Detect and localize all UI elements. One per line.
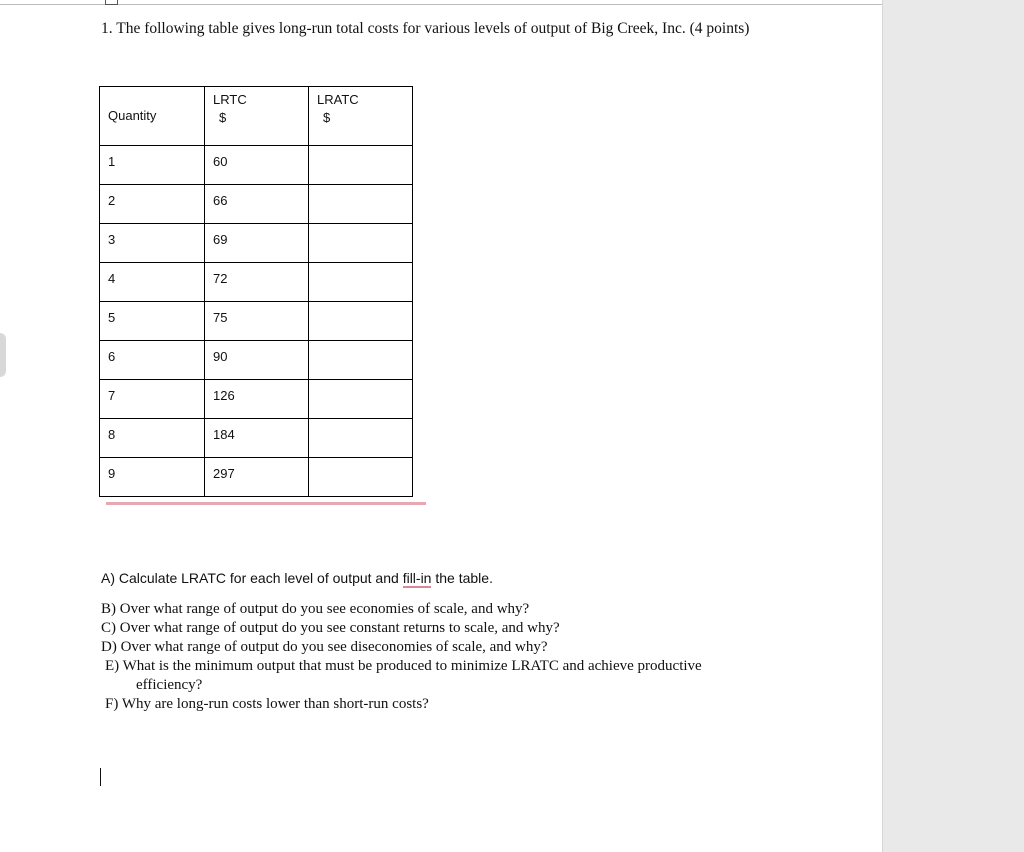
quantity-cell: 7 bbox=[108, 388, 116, 403]
table-row bbox=[100, 341, 413, 380]
header-lrtc: LRTC bbox=[213, 92, 247, 107]
lratc-input-cell[interactable] bbox=[309, 185, 413, 224]
header-lratc-cell bbox=[309, 87, 413, 146]
question-e: E) What is the minimum output that must be produced to minimize LRATC and achieve productive bbox=[105, 658, 702, 674]
header-lrtc-unit: $ bbox=[219, 110, 227, 125]
table-row bbox=[100, 263, 413, 302]
lratc-input-cell[interactable] bbox=[309, 341, 413, 380]
lrtc-cell: 75 bbox=[213, 310, 228, 325]
question-a: A) Calculate LRATC for each level of output and fill-in the table. bbox=[101, 570, 493, 586]
header-lratc-unit: $ bbox=[323, 110, 331, 125]
cost-table bbox=[99, 86, 413, 497]
question-e-continued: efficiency? bbox=[136, 677, 203, 693]
previous-page-edge bbox=[0, 0, 882, 5]
lrtc-cell: 184 bbox=[213, 427, 235, 442]
lratc-input-cell[interactable] bbox=[309, 419, 413, 458]
lratc-input-cell[interactable] bbox=[309, 380, 413, 419]
lrtc-cell: 69 bbox=[213, 232, 228, 247]
question-d: D) Over what range of output do you see diseconomies of scale, and why? bbox=[101, 639, 548, 655]
header-lrtc-cell bbox=[205, 87, 309, 146]
question-c: C) Over what range of output do you see constant returns to scale, and why? bbox=[101, 620, 560, 636]
table-row bbox=[100, 380, 413, 419]
quantity-cell: 4 bbox=[108, 271, 116, 286]
text-cursor bbox=[100, 768, 101, 786]
table-row bbox=[100, 224, 413, 263]
lrtc-cell: 72 bbox=[213, 271, 228, 286]
lrtc-cell: 90 bbox=[213, 349, 228, 364]
table-row bbox=[100, 185, 413, 224]
quantity-cell: 6 bbox=[108, 349, 116, 364]
quantity-cell: 5 bbox=[108, 310, 116, 325]
lratc-input-cell[interactable] bbox=[309, 224, 413, 263]
lrtc-cell: 60 bbox=[213, 154, 228, 169]
quantity-cell: 8 bbox=[108, 427, 116, 442]
lratc-input-cell[interactable] bbox=[309, 263, 413, 302]
question-f: F) Why are long-run costs lower than short-run costs? bbox=[105, 696, 429, 712]
lratc-input-cell[interactable] bbox=[309, 302, 413, 341]
right-gutter bbox=[882, 0, 1024, 852]
header-quantity: Quantity bbox=[108, 108, 157, 123]
lrtc-cell: 126 bbox=[213, 388, 235, 403]
table-row bbox=[100, 419, 413, 458]
table-row bbox=[100, 458, 413, 497]
lrtc-cell: 297 bbox=[213, 466, 235, 481]
selection-underline bbox=[106, 502, 426, 505]
table-header-row bbox=[100, 87, 413, 146]
lratc-input-cell[interactable] bbox=[309, 458, 413, 497]
quantity-cell: 3 bbox=[108, 232, 116, 247]
question-heading: 1. The following table gives long-run total costs for various levels of output of Big Creek, Inc. (4 points) bbox=[101, 20, 750, 37]
lratc-input-cell[interactable] bbox=[309, 146, 413, 185]
checkbox-remnant bbox=[105, 0, 118, 5]
spellcheck-flag: fill-in bbox=[402, 570, 432, 586]
header-quantity-cell bbox=[100, 87, 205, 146]
quantity-cell: 2 bbox=[108, 193, 116, 208]
quantity-cell: 9 bbox=[108, 466, 116, 481]
lrtc-cell: 66 bbox=[213, 193, 228, 208]
scroll-edge-shadow bbox=[0, 333, 6, 377]
table-row bbox=[100, 302, 413, 341]
quantity-cell: 1 bbox=[108, 154, 116, 169]
question-b: B) Over what range of output do you see economies of scale, and why? bbox=[101, 601, 530, 617]
table-row bbox=[100, 146, 413, 185]
header-lratc: LRATC bbox=[317, 92, 359, 107]
